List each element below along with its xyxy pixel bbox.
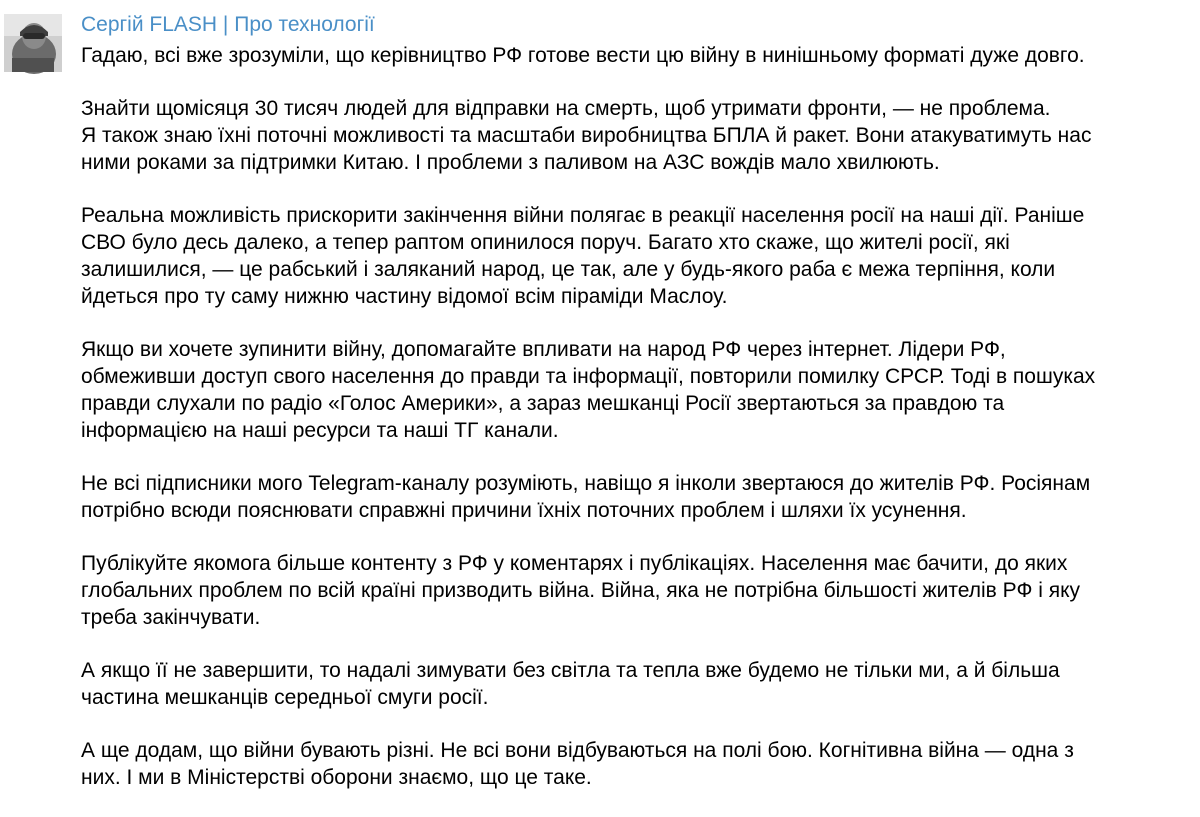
post-text-line: частина мешканців середньої смуги росії.	[81, 686, 489, 709]
post-text-line: потрібно всюди пояснювати справжні причини їхніх поточних проблем і шляхи їх усунення.	[81, 499, 967, 522]
post-text-line: правди слухали по радіо «Голос Америки», а зараз мешканці Росії звертаються за правдою та	[81, 392, 1005, 415]
post-text-line: Гадаю, всі вже зрозуміли, що керівництво РФ готове вести цю війну в нинішньому форматі дуже довго.	[81, 44, 1085, 67]
post-text-line: глобальних проблем по всій країні призводить війна. Війна, яка не потрібна більшості жителів РФ і яку	[81, 579, 1081, 602]
post-text-line: Не всі підписники мого Telegram-каналу розуміють, навіщо я інколи звертаюся до жителів РФ. Росіянам	[81, 472, 1091, 495]
post-paragraph	[81, 737, 1181, 791]
post-text-line: СВО було десь далеко, а тепер раптом опинилося поруч. Багато хто скаже, що жителі росії, які	[81, 231, 1010, 254]
post-text-line: А якщо її не завершити, то надалі зимувати без світла та тепла вже будемо не тільки ми, а й більша	[81, 659, 1060, 682]
post-text-line: Я також знаю їхні поточні можливості та масштаби виробництва БПЛА й ракет. Вони атакуватимуть нас	[81, 124, 1092, 147]
post-text-line: обмеживши доступ свого населення до правди та інформації, повторили помилку СРСР. Тоді в пошуках	[81, 365, 1096, 388]
post-paragraph	[81, 550, 1181, 631]
avatar-icon	[4, 14, 62, 72]
post-text-line: ними роками за підтримки Китаю. І проблеми з паливом на АЗС вождів мало хвилюють.	[81, 151, 940, 174]
post-text-line: Реальна можливість прискорити закінчення війни полягає в реакції населення росії на наші дії. Раніше	[81, 204, 1085, 227]
post-text-line: Якщо ви хочете зупинити війну, допомагайте впливати на народ РФ через інтернет. Лідери РФ,	[81, 338, 1006, 361]
post-paragraph	[81, 42, 1181, 69]
post-paragraph	[81, 657, 1181, 711]
post-text-line: Знайти щомісяця 30 тисяч людей для відправки на смерть, щоб утримати фронти, — не проблема.	[81, 97, 1051, 120]
post-text-line: А ще додам, що війни бувають різні. Не всі вони відбуваються на полі бою. Когнітивна війна — одна з	[81, 739, 1074, 762]
post-paragraph	[81, 470, 1181, 524]
post-paragraph	[81, 202, 1181, 310]
post-body	[81, 42, 1181, 791]
post-paragraph	[81, 336, 1181, 444]
post-text-line: Публікуйте якомога більше контенту з РФ у коментарях і публікаціях. Населення має бачити, до яких	[81, 552, 1068, 575]
post-text-line: йдеться про ту саму нижню частину відомої всім піраміди Маслоу.	[81, 285, 728, 308]
channel-avatar[interactable]	[4, 14, 62, 72]
post-text-line: залишилися, — це рабський і заляканий народ, це так, але у будь-якого раба є межа терпіння, коли	[81, 258, 1056, 281]
post-paragraph	[81, 95, 1181, 176]
post-text-line: треба закінчувати.	[81, 606, 261, 629]
post-text-line: них. І ми в Міністерстві оборони знаємо, що це таке.	[81, 766, 592, 789]
channel-post	[81, 8, 1181, 817]
post-text-line: інформацією на наші ресурси та наші ТГ канали.	[81, 419, 559, 442]
author-name[interactable]: Сергій FLASH | Про технології	[81, 13, 375, 36]
